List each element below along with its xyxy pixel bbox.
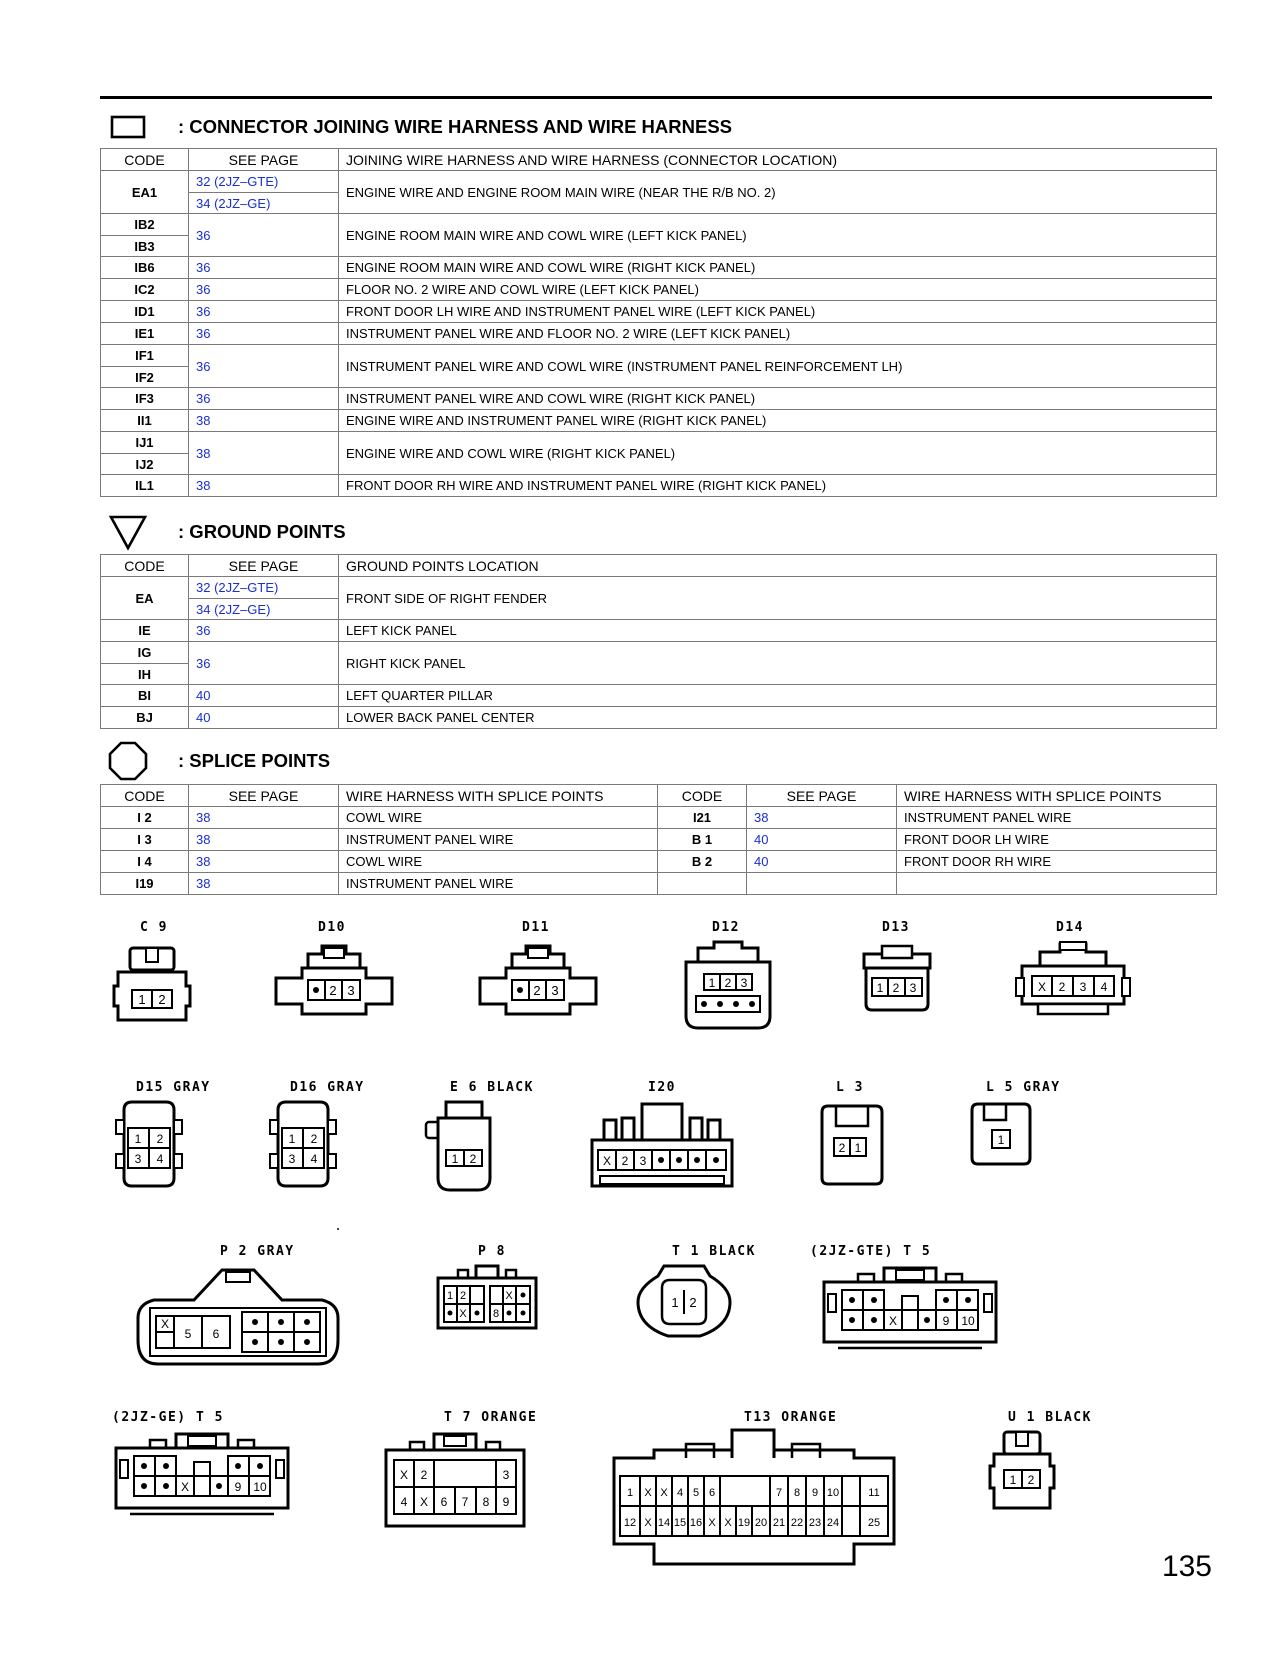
ground-points-heading bbox=[104, 512, 346, 552]
table-row bbox=[101, 577, 1217, 620]
page-link[interactable]: 38 bbox=[189, 475, 339, 497]
code-cell: IC2 bbox=[101, 279, 189, 301]
table-row bbox=[101, 432, 1217, 475]
page-link[interactable]: 38 bbox=[189, 851, 339, 873]
code-line: IF2 bbox=[101, 366, 188, 387]
pin-label: X bbox=[1037, 980, 1047, 994]
table-row bbox=[101, 642, 1217, 685]
connector-p8-diagram bbox=[432, 1262, 542, 1334]
location-cell: INSTRUMENT PANEL WIRE AND COWL WIRE (INSTRUMENT PANEL REINFORCEMENT LH) bbox=[339, 345, 1217, 388]
connector-label: E 6 BLACK bbox=[450, 1080, 534, 1095]
pin-label: 1 bbox=[708, 976, 716, 990]
code-cell: IE1 bbox=[101, 323, 189, 345]
connector-d15-diagram bbox=[114, 1098, 184, 1190]
page-link[interactable]: 40 bbox=[747, 851, 897, 873]
pin-label: 10 bbox=[253, 1480, 267, 1494]
pin-label: 4 bbox=[310, 1152, 318, 1166]
octagon-splice-icon bbox=[104, 741, 152, 781]
table-row bbox=[101, 807, 1217, 829]
table-row bbox=[101, 685, 1217, 707]
page-link[interactable]: 40 bbox=[747, 829, 897, 851]
see-page-cell bbox=[189, 577, 339, 620]
pin-label: 2 bbox=[892, 981, 900, 995]
code-line: IG bbox=[137, 645, 152, 660]
wire-cell: COWL WIRE bbox=[339, 851, 658, 873]
pin-label: X bbox=[724, 1517, 732, 1529]
pin-label: 24 bbox=[826, 1517, 840, 1529]
connector-label: C 9 bbox=[140, 920, 168, 935]
pin-label: 2 bbox=[469, 1152, 477, 1166]
code-cell: B 1 bbox=[658, 829, 747, 851]
location-cell: FRONT DOOR LH WIRE AND INSTRUMENT PANEL WIRE (LEFT KICK PANEL) bbox=[339, 301, 1217, 323]
pin-label: 8 bbox=[793, 1487, 801, 1499]
wire-cell: COWL WIRE bbox=[339, 807, 658, 829]
header-see-page: SEE PAGE bbox=[189, 149, 339, 171]
connector-c9-diagram bbox=[112, 946, 192, 1026]
pin-label: 1 bbox=[626, 1487, 634, 1499]
table-header-row bbox=[101, 555, 1217, 577]
splice-points-table bbox=[100, 784, 1217, 895]
table-row bbox=[101, 620, 1217, 642]
splice-points-heading bbox=[104, 741, 330, 781]
page-link[interactable]: 38 bbox=[189, 873, 339, 895]
pin-label: 2 bbox=[329, 983, 337, 998]
code-cell bbox=[101, 432, 189, 475]
connector-label: D12 bbox=[712, 920, 740, 935]
pin-label: 2 bbox=[459, 1290, 467, 1302]
page-link[interactable]: 32 (2JZ–GTE) bbox=[196, 174, 279, 189]
pin-label: 3 bbox=[288, 1152, 296, 1166]
connector-d14-diagram bbox=[1014, 940, 1132, 1022]
pin-label: 5 bbox=[692, 1487, 700, 1499]
page-link[interactable]: 36 bbox=[189, 345, 339, 388]
pin-label: 20 bbox=[754, 1517, 768, 1529]
location-cell: ENGINE WIRE AND ENGINE ROOM MAIN WIRE (NEAR THE R/B NO. 2) bbox=[339, 171, 1217, 214]
header-wire-harness: WIRE HARNESS WITH SPLICE POINTS bbox=[339, 785, 658, 807]
connector-u1-diagram bbox=[986, 1430, 1058, 1512]
pin-label: X bbox=[459, 1308, 467, 1320]
code-cell bbox=[101, 345, 189, 388]
connector-label: D11 bbox=[522, 920, 550, 935]
pin-label: X bbox=[644, 1487, 652, 1499]
table-row bbox=[101, 301, 1217, 323]
pin-label: 4 bbox=[156, 1152, 164, 1166]
code-cell: BJ bbox=[101, 707, 189, 729]
table-row bbox=[101, 388, 1217, 410]
table-row bbox=[101, 323, 1217, 345]
pin-label: 3 bbox=[551, 983, 559, 998]
connector-label: L 5 GRAY bbox=[986, 1080, 1061, 1095]
pin-label: 1 bbox=[288, 1132, 296, 1146]
connector-label: T 1 BLACK bbox=[672, 1244, 756, 1259]
pin-label: X bbox=[708, 1517, 716, 1529]
pin-label: 3 bbox=[740, 976, 748, 990]
pin-label: 16 bbox=[689, 1517, 703, 1529]
page-link[interactable]: 36 bbox=[189, 301, 339, 323]
pin-label: X bbox=[660, 1487, 668, 1499]
pin-label: 7 bbox=[775, 1487, 783, 1499]
location-cell: LEFT KICK PANEL bbox=[339, 620, 1217, 642]
code-cell: I 3 bbox=[101, 829, 189, 851]
triangle-ground-icon bbox=[104, 512, 152, 552]
page-number: 135 bbox=[1161, 1550, 1212, 1583]
code-cell: IL1 bbox=[101, 475, 189, 497]
location-cell: LEFT QUARTER PILLAR bbox=[339, 685, 1217, 707]
page-link[interactable]: 38 bbox=[747, 807, 897, 829]
table-row bbox=[101, 171, 1217, 214]
location-cell: RIGHT KICK PANEL bbox=[339, 642, 1217, 685]
connector-label: I20 bbox=[648, 1080, 676, 1095]
pin-label: 3 bbox=[502, 1468, 510, 1482]
connector-label: D16 GRAY bbox=[290, 1080, 365, 1095]
pin-label: 25 bbox=[867, 1517, 881, 1529]
ground-points-title: : GROUND POINTS bbox=[178, 521, 346, 542]
header-code: CODE bbox=[101, 149, 189, 171]
table-row bbox=[101, 410, 1217, 432]
square-connector-icon bbox=[104, 107, 152, 147]
pin-label: 10 bbox=[826, 1487, 840, 1499]
pin-label: 1 bbox=[876, 981, 884, 995]
pin-label: 2 bbox=[420, 1468, 428, 1482]
pin-label: X bbox=[419, 1495, 429, 1509]
code-cell: IB6 bbox=[101, 257, 189, 279]
pin-label: 3 bbox=[347, 983, 355, 998]
pin-label: 9 bbox=[942, 1314, 950, 1328]
code-cell bbox=[101, 642, 189, 685]
connector-t5-ge-diagram bbox=[110, 1430, 294, 1520]
code-cell bbox=[101, 214, 189, 257]
wire-cell bbox=[897, 873, 1217, 895]
header-wire-harness: WIRE HARNESS WITH SPLICE POINTS bbox=[897, 785, 1217, 807]
code-cell: I21 bbox=[658, 807, 747, 829]
pin-label: 6 bbox=[708, 1487, 716, 1499]
code-cell: BI bbox=[101, 685, 189, 707]
page-link[interactable]: 38 bbox=[189, 829, 339, 851]
pin-label: 6 bbox=[212, 1327, 220, 1341]
connector-label: P 2 GRAY bbox=[220, 1244, 295, 1259]
see-page-cell bbox=[189, 171, 339, 214]
page-link[interactable]: 36 bbox=[189, 214, 339, 257]
connector-label: U 1 BLACK bbox=[1008, 1410, 1092, 1425]
connector-p2-diagram bbox=[130, 1264, 346, 1372]
code-cell: IF3 bbox=[101, 388, 189, 410]
pin-label: 9 bbox=[811, 1487, 819, 1499]
connector-d13-diagram bbox=[862, 944, 932, 1014]
table-row bbox=[101, 707, 1217, 729]
pin-label: 1 bbox=[138, 992, 146, 1007]
page-link[interactable] bbox=[747, 873, 897, 895]
wire-cell: FRONT DOOR LH WIRE bbox=[897, 829, 1217, 851]
code-cell: II1 bbox=[101, 410, 189, 432]
page-link[interactable]: 36 bbox=[189, 642, 339, 685]
table-row bbox=[101, 345, 1217, 388]
wire-cell: INSTRUMENT PANEL WIRE bbox=[897, 807, 1217, 829]
code-cell: I 4 bbox=[101, 851, 189, 873]
location-cell: INSTRUMENT PANEL WIRE AND COWL WIRE (RIGHT KICK PANEL) bbox=[339, 388, 1217, 410]
pin-label: 2 bbox=[533, 983, 541, 998]
location-cell: FRONT SIDE OF RIGHT FENDER bbox=[339, 577, 1217, 620]
code-cell: B 2 bbox=[658, 851, 747, 873]
connector-label: L 3 bbox=[836, 1080, 864, 1095]
page-link[interactable]: 38 bbox=[189, 807, 339, 829]
code-cell: I19 bbox=[101, 873, 189, 895]
table-row bbox=[101, 851, 1217, 873]
page-link[interactable]: 36 bbox=[189, 388, 339, 410]
code-line: IJ1 bbox=[135, 435, 154, 450]
connector-d12-diagram bbox=[678, 940, 778, 1032]
pin-label: 3 bbox=[1079, 980, 1087, 994]
pin-label: 2 bbox=[310, 1132, 318, 1146]
connector-joining-table bbox=[100, 148, 1217, 497]
pin-label: 8 bbox=[482, 1495, 490, 1509]
pin-label: 9 bbox=[234, 1480, 242, 1494]
connector-label: D14 bbox=[1056, 920, 1084, 935]
pin-label: X bbox=[505, 1290, 513, 1302]
location-cell: ENGINE ROOM MAIN WIRE AND COWL WIRE (LEFT KICK PANEL) bbox=[339, 214, 1217, 257]
page-link[interactable]: 36 bbox=[189, 279, 339, 301]
page-link[interactable]: 36 bbox=[189, 620, 339, 642]
stray-mark bbox=[337, 1228, 339, 1230]
code-cell: EA bbox=[101, 577, 189, 620]
pin-label: 14 bbox=[657, 1517, 671, 1529]
pin-label: 10 bbox=[961, 1314, 975, 1328]
page-link[interactable]: 36 bbox=[189, 257, 339, 279]
pin-label: 1 bbox=[671, 1295, 679, 1310]
pin-label: 4 bbox=[1100, 980, 1108, 994]
code-line: IB3 bbox=[101, 235, 188, 256]
header-see-page: SEE PAGE bbox=[189, 555, 339, 577]
pin-label: 3 bbox=[134, 1152, 142, 1166]
table-header-row bbox=[101, 785, 1217, 807]
code-line: IJ2 bbox=[101, 453, 188, 474]
connector-label: T 7 ORANGE bbox=[444, 1410, 538, 1425]
pin-label: 1 bbox=[451, 1152, 459, 1166]
header-see-page: SEE PAGE bbox=[189, 785, 339, 807]
pin-label: X bbox=[160, 1317, 170, 1331]
location-cell: ENGINE WIRE AND INSTRUMENT PANEL WIRE (RIGHT KICK PANEL) bbox=[339, 410, 1217, 432]
connector-t1-diagram bbox=[634, 1262, 734, 1342]
location-cell: ENGINE WIRE AND COWL WIRE (RIGHT KICK PANEL) bbox=[339, 432, 1217, 475]
pin-label: 3 bbox=[909, 981, 917, 995]
pin-label: 2 bbox=[156, 1132, 164, 1146]
connector-t13-diagram bbox=[606, 1428, 902, 1568]
pin-label: 1 bbox=[854, 1141, 862, 1155]
pin-label: 4 bbox=[400, 1495, 408, 1509]
connector-e6-diagram bbox=[424, 1098, 504, 1194]
code-line: IB2 bbox=[134, 217, 155, 232]
page-link[interactable]: 34 (2JZ–GE) bbox=[189, 598, 338, 619]
connector-label: D10 bbox=[318, 920, 346, 935]
connector-label: D15 GRAY bbox=[136, 1080, 211, 1095]
table-row bbox=[101, 214, 1217, 257]
pin-label: 21 bbox=[772, 1517, 786, 1529]
location-cell: INSTRUMENT PANEL WIRE AND FLOOR NO. 2 WIRE (LEFT KICK PANEL) bbox=[339, 323, 1217, 345]
pin-label: 1 bbox=[997, 1133, 1005, 1147]
location-cell: LOWER BACK PANEL CENTER bbox=[339, 707, 1217, 729]
pin-label: 9 bbox=[502, 1495, 510, 1509]
wire-cell: INSTRUMENT PANEL WIRE bbox=[339, 829, 658, 851]
location-cell: FRONT DOOR RH WIRE AND INSTRUMENT PANEL WIRE (RIGHT KICK PANEL) bbox=[339, 475, 1217, 497]
connector-l3-diagram bbox=[816, 1102, 888, 1188]
code-cell bbox=[658, 873, 747, 895]
page-link[interactable]: 40 bbox=[189, 685, 339, 707]
pin-label: X bbox=[180, 1480, 190, 1494]
pin-label: X bbox=[644, 1517, 652, 1529]
pin-label: 7 bbox=[461, 1495, 469, 1509]
pin-label: 8 bbox=[492, 1308, 500, 1320]
location-cell: ENGINE ROOM MAIN WIRE AND COWL WIRE (RIGHT KICK PANEL) bbox=[339, 257, 1217, 279]
code-line: IH bbox=[101, 663, 188, 684]
connector-label: (2JZ-GTE) T 5 bbox=[810, 1244, 932, 1259]
page-link[interactable]: 32 (2JZ–GTE) bbox=[196, 580, 279, 595]
location-cell: FLOOR NO. 2 WIRE AND COWL WIRE (LEFT KICK PANEL) bbox=[339, 279, 1217, 301]
table-row bbox=[101, 475, 1217, 497]
pin-label: 15 bbox=[673, 1517, 687, 1529]
pin-label: 2 bbox=[838, 1141, 846, 1155]
table-row bbox=[101, 279, 1217, 301]
pin-label: 19 bbox=[737, 1517, 751, 1529]
connector-label: D13 bbox=[882, 920, 910, 935]
table-header-row bbox=[101, 149, 1217, 171]
page-link[interactable]: 38 bbox=[189, 410, 339, 432]
pin-label: X bbox=[888, 1314, 898, 1328]
header-code: CODE bbox=[658, 785, 747, 807]
pin-label: 1 bbox=[446, 1290, 454, 1302]
pin-label: 5 bbox=[184, 1327, 192, 1341]
table-row bbox=[101, 829, 1217, 851]
pin-label: 22 bbox=[790, 1517, 804, 1529]
connector-label: (2JZ-GE) T 5 bbox=[112, 1410, 224, 1425]
ground-points-table bbox=[100, 554, 1217, 729]
page-link[interactable]: 40 bbox=[189, 707, 339, 729]
pin-label: 2 bbox=[1058, 980, 1066, 994]
pin-label: 11 bbox=[868, 1487, 880, 1499]
code-cell: EA1 bbox=[101, 171, 189, 214]
pin-label: 3 bbox=[639, 1154, 647, 1168]
wire-cell: INSTRUMENT PANEL WIRE bbox=[339, 873, 658, 895]
pin-label: 12 bbox=[623, 1517, 637, 1529]
pin-label: 2 bbox=[724, 976, 732, 990]
pin-label: 1 bbox=[1009, 1473, 1017, 1487]
top-rule bbox=[100, 96, 1212, 99]
pin-label: 23 bbox=[808, 1517, 822, 1529]
page-link[interactable]: 36 bbox=[189, 323, 339, 345]
connector-label: T13 ORANGE bbox=[744, 1410, 838, 1425]
code-cell: ID1 bbox=[101, 301, 189, 323]
connector-d11-diagram bbox=[476, 944, 600, 1018]
connector-l5-diagram bbox=[968, 1100, 1034, 1168]
page-link[interactable]: 34 (2JZ–GE) bbox=[189, 192, 338, 213]
pin-label: X bbox=[399, 1468, 409, 1482]
splice-points-title: : SPLICE POINTS bbox=[178, 750, 331, 771]
connector-joining-title: : CONNECTOR JOINING WIRE HARNESS AND WIRE HARNESS bbox=[178, 116, 733, 137]
pin-label: 2 bbox=[689, 1295, 697, 1310]
pin-label: 4 bbox=[676, 1487, 684, 1499]
connector-d16-diagram bbox=[268, 1098, 338, 1190]
header-code: CODE bbox=[101, 785, 189, 807]
header-location: JOINING WIRE HARNESS AND WIRE HARNESS (CONNECTOR LOCATION) bbox=[339, 149, 1217, 171]
code-cell: IE bbox=[101, 620, 189, 642]
header-code: CODE bbox=[101, 555, 189, 577]
connector-d10-diagram bbox=[272, 944, 396, 1018]
pin-label: X bbox=[602, 1154, 612, 1168]
pin-label: 2 bbox=[158, 992, 166, 1007]
page-link[interactable]: 38 bbox=[189, 432, 339, 475]
table-row bbox=[101, 873, 1217, 895]
connector-i20-diagram bbox=[586, 1100, 738, 1196]
connector-t5-gte-diagram bbox=[818, 1264, 1002, 1354]
code-cell: I 2 bbox=[101, 807, 189, 829]
code-line: IF1 bbox=[135, 348, 154, 363]
connector-t7-diagram bbox=[380, 1430, 530, 1530]
header-location: GROUND POINTS LOCATION bbox=[339, 555, 1217, 577]
wire-cell: FRONT DOOR RH WIRE bbox=[897, 851, 1217, 873]
pin-label: 2 bbox=[1027, 1473, 1035, 1487]
pin-label: 2 bbox=[621, 1154, 629, 1168]
table-row bbox=[101, 257, 1217, 279]
pin-label: 1 bbox=[134, 1132, 142, 1146]
connector-joining-heading bbox=[104, 107, 732, 147]
header-see-page: SEE PAGE bbox=[747, 785, 897, 807]
connector-label: P 8 bbox=[478, 1244, 506, 1259]
pin-label: 6 bbox=[440, 1495, 448, 1509]
